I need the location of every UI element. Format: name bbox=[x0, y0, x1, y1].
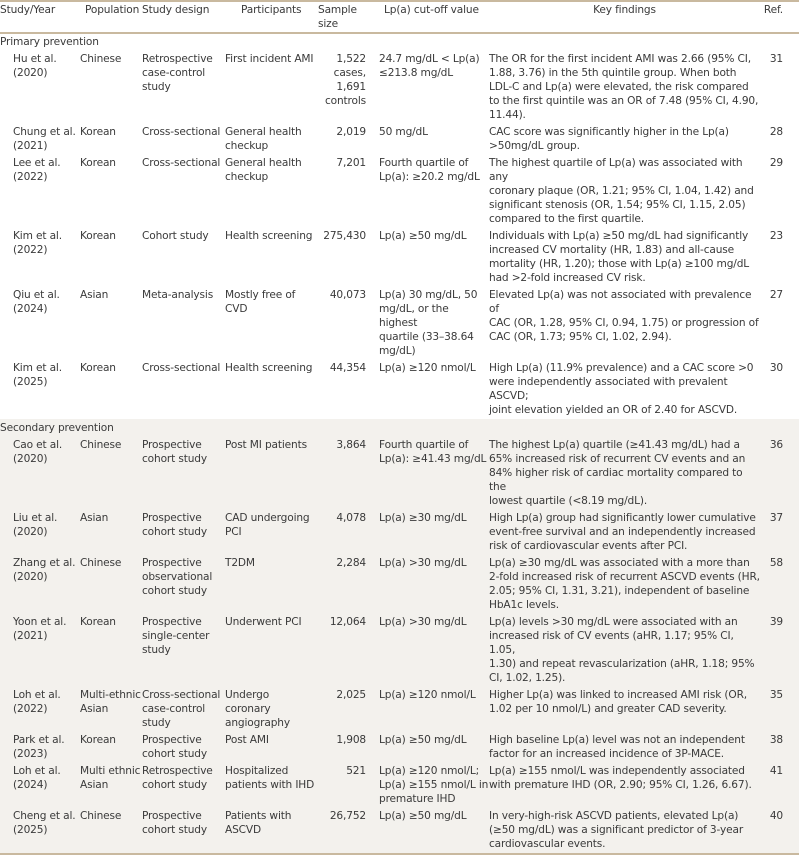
cell-key-findings: Individuals with Lp(a) ≥50 mg/dL had significantly increased CV mortality (HR, 1.83) and all-cause mortality (HR, 1.20); those with Lp(a) ≥100 mg/dL had >2-fold increased CV risk. bbox=[489, 230, 750, 284]
cell-study-design: Prospective cohort study bbox=[142, 512, 207, 538]
table-header bbox=[0, 1, 799, 33]
cell-sample-size: 3,864 bbox=[336, 439, 366, 451]
cell-sample-size: 1,522 cases, 1,691 controls bbox=[324, 53, 366, 107]
cell-ref: 58 bbox=[769, 557, 783, 569]
cell-population: Chinese bbox=[80, 557, 122, 569]
table-row bbox=[0, 732, 799, 763]
cell-cutoff-value: Lp(a) ≥120 nmol/L; Lp(a) ≥155 nmol/L in premature IHD bbox=[379, 765, 489, 805]
cell-participants: Post MI patients bbox=[225, 439, 307, 451]
cell-participants: Patients with ASCVD bbox=[225, 810, 292, 836]
cell-study-design: Cross-sectional case-control study bbox=[142, 689, 221, 729]
cell-cutoff-value: Lp(a) 30 mg/dL, 50 mg/dL, or the highest quartile (33–38.64 mg/dL) bbox=[379, 289, 478, 357]
cell-cutoff-value: 50 mg/dL bbox=[379, 126, 428, 138]
cell-ref: 36 bbox=[769, 439, 783, 451]
cell-sample-size: 26,752 bbox=[329, 810, 366, 822]
cell-participants: Post AMI bbox=[225, 734, 269, 746]
cell-participants: T2DM bbox=[225, 557, 255, 569]
cell-study-year: Cao et al. (2020) bbox=[13, 439, 63, 465]
cell-population: Korean bbox=[80, 126, 116, 138]
header-participants: Participants bbox=[241, 4, 302, 16]
cell-population: Asian bbox=[80, 289, 109, 301]
cell-study-design: Prospective observational cohort study bbox=[142, 557, 213, 597]
header-key-findings: Key findings bbox=[593, 4, 656, 16]
cell-study-design: Meta-analysis bbox=[142, 289, 214, 301]
cell-key-findings: Higher Lp(a) was linked to increased AMI risk (OR, 1.02 per 10 nmol/L) and greater CAD severity. bbox=[489, 689, 747, 715]
table-row bbox=[0, 614, 799, 687]
cell-sample-size: 2,019 bbox=[336, 126, 366, 138]
cell-sample-size: 2,284 bbox=[336, 557, 366, 569]
cell-participants: Health screening bbox=[225, 362, 313, 374]
cell-key-findings: The highest Lp(a) quartile (≥41.43 mg/dL) had a 65% increased risk of recurrent CV events and an 84% higher risk of cardiac mortality compared to the lowest quartile (<8.19 mg/dL). bbox=[489, 439, 746, 507]
cell-participants: General health checkup bbox=[225, 126, 302, 152]
cell-key-findings: High baseline Lp(a) level was not an independent factor for an increased incidence of 3P-MACE. bbox=[489, 734, 745, 760]
table-row bbox=[0, 51, 799, 124]
cell-ref: 37 bbox=[769, 512, 783, 524]
cell-ref: 30 bbox=[769, 362, 783, 374]
cell-sample-size: 2,025 bbox=[336, 689, 366, 701]
cell-population: Chinese bbox=[80, 810, 122, 822]
cell-ref: 41 bbox=[769, 765, 783, 777]
cell-ref: 27 bbox=[769, 289, 783, 301]
header-study-year: Study/Year bbox=[0, 4, 56, 16]
cell-study-year: Loh et al. (2022) bbox=[13, 689, 61, 715]
cell-cutoff-value: Lp(a) ≥50 mg/dL bbox=[379, 810, 467, 822]
cell-participants: Health screening bbox=[225, 230, 313, 242]
cell-sample-size: 12,064 bbox=[329, 616, 366, 628]
cell-key-findings: The OR for the first incident AMI was 2.66 (95% CI, 1.88, 3.76) in the 5th quintile group. When both LDL-C and Lp(a) were elevated, the risk compared to the first quintile was an OR of 7.48 (95% CI, 4.90, 11.44). bbox=[489, 53, 759, 121]
cell-study-year: Kim et al. (2022) bbox=[13, 230, 62, 256]
cell-cutoff-value: Fourth quartile of Lp(a): ≥20.2 mg/dL bbox=[379, 157, 480, 183]
cell-cutoff-value: 24.7 mg/dL < Lp(a) ≤213.8 mg/dL bbox=[379, 53, 480, 79]
cell-study-design: Prospective cohort study bbox=[142, 810, 207, 836]
header-study-design: Study design bbox=[142, 4, 210, 16]
cell-key-findings: High Lp(a) group had significantly lower cumulative event-free survival and an independently increased risk of cardiovascular events after PCI. bbox=[489, 512, 756, 552]
cell-study-design: Retrospective case-control study bbox=[142, 53, 213, 93]
cell-sample-size: 44,354 bbox=[329, 362, 366, 374]
cell-population: Chinese bbox=[80, 53, 122, 65]
table-row bbox=[0, 155, 799, 228]
table-row bbox=[0, 687, 799, 732]
cell-population: Korean bbox=[80, 616, 116, 628]
cell-study-design: Prospective cohort study bbox=[142, 439, 207, 465]
cell-study-design: Cross-sectional bbox=[142, 157, 221, 169]
cell-cutoff-value: Lp(a) ≥50 mg/dL bbox=[379, 734, 467, 746]
cell-study-design: Prospective single-center study bbox=[142, 616, 210, 656]
cell-study-year: Chung et al. (2021) bbox=[13, 126, 76, 152]
cell-ref: 28 bbox=[769, 126, 783, 138]
table-row bbox=[0, 360, 799, 419]
cell-cutoff-value: Lp(a) ≥30 mg/dL bbox=[379, 512, 467, 524]
table-row bbox=[0, 124, 799, 155]
cell-sample-size: 275,430 bbox=[323, 230, 366, 242]
table-row bbox=[0, 228, 799, 287]
cell-study-year: Lee et al. (2022) bbox=[13, 157, 61, 183]
cell-study-year: Loh et al. (2024) bbox=[13, 765, 61, 791]
cell-study-year: Park et al. (2023) bbox=[13, 734, 65, 760]
table-row bbox=[0, 808, 799, 854]
cell-cutoff-value: Fourth quartile of Lp(a): ≥41.43 mg/dL bbox=[379, 439, 487, 465]
cell-sample-size: 521 bbox=[346, 765, 366, 777]
cell-study-design: Retrospective cohort study bbox=[142, 765, 213, 791]
group-header-row bbox=[0, 419, 799, 437]
group-header-row bbox=[0, 33, 799, 51]
cell-ref: 38 bbox=[769, 734, 783, 746]
cell-cutoff-value: Lp(a) ≥120 nmol/L bbox=[379, 689, 476, 701]
cell-cutoff-value: Lp(a) ≥120 nmol/L bbox=[379, 362, 476, 374]
primary-prevention-section bbox=[0, 33, 799, 419]
cell-study-year: Liu et al. (2020) bbox=[13, 512, 58, 538]
cell-participants: General health checkup bbox=[225, 157, 302, 183]
cell-key-findings: Lp(a) ≥30 mg/dL was associated with a more than 2-fold increased risk of recurrent ASCVD events (HR, 2.05; 95% CI, 1.31, 3.21), independent of baseline HbA1c levels. bbox=[489, 557, 760, 611]
cell-cutoff-value: Lp(a) >30 mg/dL bbox=[379, 557, 467, 569]
table-row bbox=[0, 510, 799, 555]
table-row bbox=[0, 555, 799, 614]
table-row bbox=[0, 763, 799, 808]
cell-ref: 35 bbox=[769, 689, 783, 701]
cell-study-design: Cross-sectional bbox=[142, 126, 221, 138]
cell-participants: Underwent PCI bbox=[225, 616, 302, 628]
cell-population: Multi-ethnic Asian bbox=[80, 689, 141, 715]
header-ref: Ref. bbox=[763, 4, 783, 16]
cell-participants: Undergo coronary angiography bbox=[225, 689, 290, 729]
header-cutoff-value: Lp(a) cut-off value bbox=[384, 4, 479, 16]
cell-population: Korean bbox=[80, 362, 116, 374]
cell-participants: First incident AMI bbox=[225, 53, 314, 65]
table-row bbox=[0, 437, 799, 510]
cell-study-year: Hu et al. (2020) bbox=[13, 53, 57, 79]
secondary-prevention-section bbox=[0, 419, 799, 854]
cell-study-design: Cross-sectional bbox=[142, 362, 221, 374]
cell-ref: 31 bbox=[769, 53, 783, 65]
cell-participants: Mostly free of CVD bbox=[225, 289, 296, 315]
cell-population: Korean bbox=[80, 157, 116, 169]
cell-population: Asian bbox=[80, 512, 109, 524]
cell-study-year: Yoon et al. (2021) bbox=[13, 616, 67, 642]
cell-population: Korean bbox=[80, 230, 116, 242]
cell-ref: 39 bbox=[769, 616, 783, 628]
cell-study-year: Cheng et al. (2025) bbox=[13, 810, 76, 836]
cell-study-design: Cohort study bbox=[142, 230, 209, 242]
cell-sample-size: 4,078 bbox=[336, 512, 366, 524]
header-population: Population bbox=[85, 4, 140, 16]
table-row bbox=[0, 287, 799, 360]
cell-key-findings: Lp(a) ≥155 nmol/L was independently associated with premature IHD (OR, 2.90; 95% CI, 1.26, 6.67). bbox=[489, 765, 752, 791]
cell-population: Chinese bbox=[80, 439, 122, 451]
cell-participants: Hospitalized patients with IHD bbox=[225, 765, 315, 791]
cell-key-findings: In very-high-risk ASCVD patients, elevated Lp(a) (≥50 mg/dL) was a significant predictor of 3-year cardiovascular events. bbox=[489, 810, 744, 850]
group-label: Primary prevention bbox=[0, 36, 99, 48]
cell-cutoff-value: Lp(a) ≥50 mg/dL bbox=[379, 230, 467, 242]
cell-key-findings: Lp(a) levels >30 mg/dL were associated with an increased risk of CV events (aHR, 1.17; 95% CI, 1.05, 1.30) and repeat revascularization (aHR, 1.18; 95% CI, 1.02, 1.25). bbox=[489, 616, 755, 684]
cell-sample-size: 40,073 bbox=[329, 289, 366, 301]
cell-key-findings: CAC score was significantly higher in the Lp(a) >50mg/dL group. bbox=[489, 126, 729, 152]
group-label: Secondary prevention bbox=[0, 422, 114, 434]
cell-sample-size: 7,201 bbox=[336, 157, 366, 169]
cell-ref: 29 bbox=[769, 157, 783, 169]
cell-study-year: Kim et al. (2025) bbox=[13, 362, 62, 388]
cell-ref: 40 bbox=[769, 810, 783, 822]
cell-key-findings: High Lp(a) (11.9% prevalence) and a CAC score >0 were independently associated with prevalent ASCVD; joint elevation yielded an OR of 2.40 for ASCVD. bbox=[489, 362, 754, 416]
cell-key-findings: The highest quartile of Lp(a) was associated with any coronary plaque (OR, 1.21; 95% CI, 1.04, 1.42) and significant stenosis (OR, 1.54; 95% CI, 1.15, 2.05) compared to the first quartile. bbox=[489, 157, 754, 225]
cell-ref: 23 bbox=[769, 230, 783, 242]
cell-cutoff-value: Lp(a) >30 mg/dL bbox=[379, 616, 467, 628]
cell-participants: CAD undergoing PCI bbox=[225, 512, 310, 538]
cell-population: Korean bbox=[80, 734, 116, 746]
cell-study-year: Qiu et al. (2024) bbox=[13, 289, 60, 315]
cell-study-year: Zhang et al. (2020) bbox=[13, 557, 76, 583]
cell-population: Multi ethnic Asian bbox=[80, 765, 141, 791]
cell-key-findings: Elevated Lp(a) was not associated with prevalence of CAC (OR, 1.28, 95% CI, 0.94, 1.75) or progression of CAC (OR, 1.73; 95% CI, 1.02, 2.94). bbox=[489, 289, 759, 343]
cell-sample-size: 1,908 bbox=[336, 734, 366, 746]
cell-study-design: Prospective cohort study bbox=[142, 734, 207, 760]
header-sample-size: Sample size bbox=[318, 4, 357, 30]
